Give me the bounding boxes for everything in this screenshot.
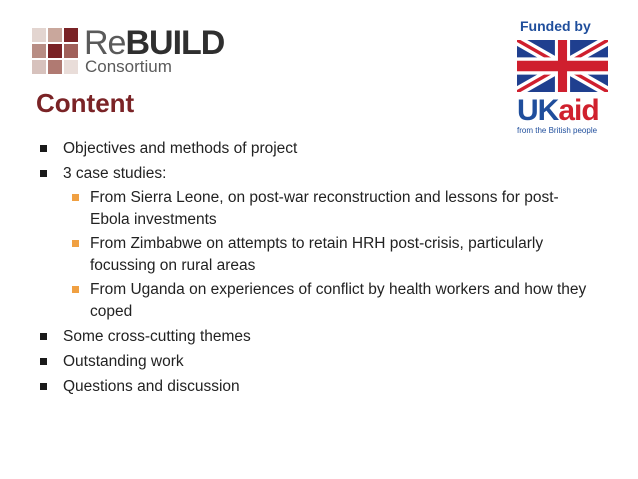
content-bullet-list	[40, 138, 600, 401]
ukaid-logo: UKaid	[517, 94, 599, 127]
bullet-item: Some cross-cutting themes	[40, 326, 600, 348]
sub-bullet-item: From Sierra Leone, on post-war reconstruction and lessons for post-Ebola investments	[63, 187, 590, 231]
sub-bullet-item: From Uganda on experiences of conflict by health workers and how they coped	[63, 279, 590, 323]
bullet-item: Questions and discussion	[40, 376, 600, 398]
logo-subtitle: Consortium	[85, 57, 172, 76]
logo-mosaic-icon	[32, 28, 78, 74]
square-bullet-icon	[40, 145, 47, 152]
orange-square-bullet-icon	[72, 194, 79, 201]
square-bullet-icon	[40, 383, 47, 390]
bullet-item: Outstanding work	[40, 351, 600, 373]
union-jack-flag-icon	[517, 40, 608, 92]
square-bullet-icon	[40, 170, 47, 177]
slide-title: Content	[36, 88, 135, 118]
square-bullet-icon	[40, 333, 47, 340]
square-bullet-icon	[40, 358, 47, 365]
orange-square-bullet-icon	[72, 286, 79, 293]
bullet-item: Objectives and methods of project	[40, 138, 600, 160]
logo-wordmark: ReBUILD	[84, 24, 225, 62]
case-studies-sublist	[63, 187, 600, 323]
rebuild-logo	[32, 24, 242, 80]
bullet-item: 3 case studies: From Sierra Leone, on post-war reconstruction and lessons for post-Ebola investments From Zimbabwe on attempts to retain HRH post-crisis, particularly focussing on rural areas From Uganda on experiences of conflict by health workers and how they coped	[40, 163, 600, 323]
orange-square-bullet-icon	[72, 240, 79, 247]
ukaid-tagline: from the British people	[517, 126, 598, 135]
sub-bullet-item: From Zimbabwe on attempts to retain HRH post-crisis, particularly focussing on rural areas	[63, 233, 590, 277]
funded-by-label: Funded by	[520, 18, 591, 34]
